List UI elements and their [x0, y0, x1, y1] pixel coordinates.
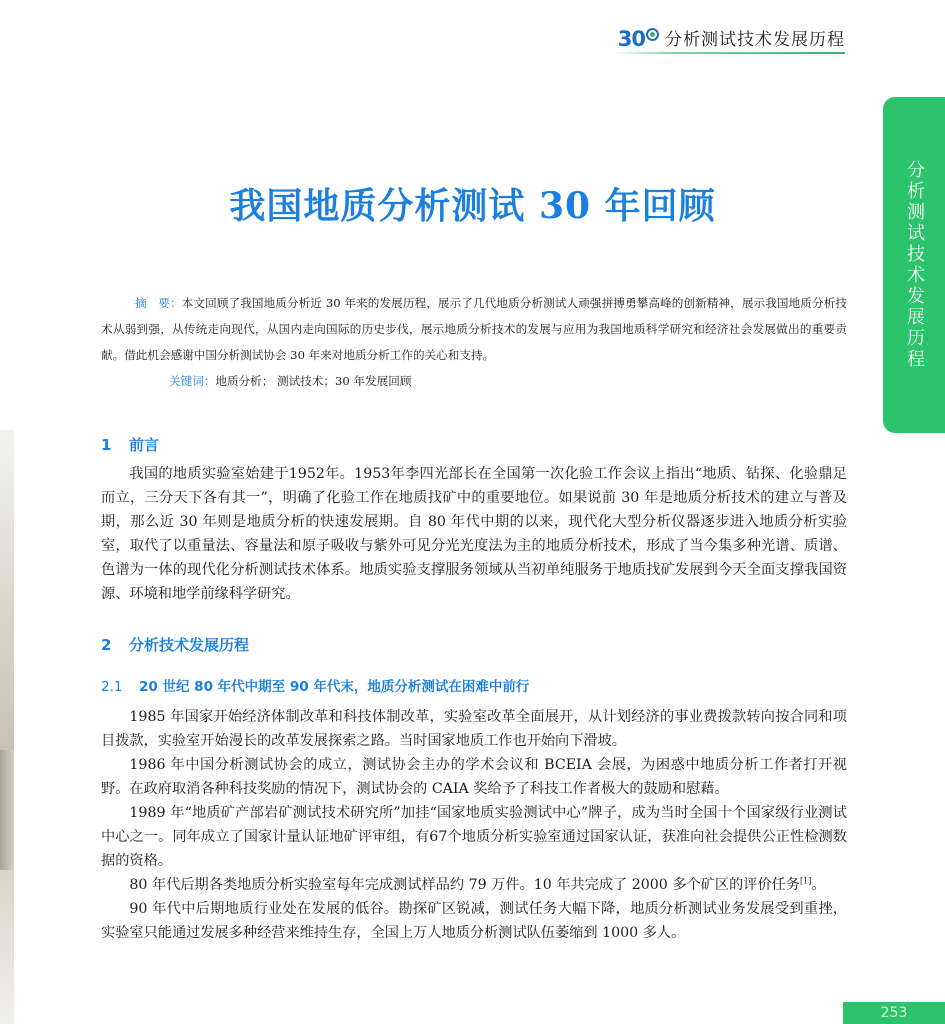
section-1-body	[101, 462, 847, 606]
abstract-paragraph	[101, 290, 847, 368]
paragraph-text: 80 年代后期各类地质分析实验室每年完成测试样品约 79 万件。10 年共完成了 2000 多个矿区的评价任务	[129, 877, 801, 893]
anniversary-logo	[618, 24, 659, 50]
abstract-label: 摘 要：	[135, 296, 182, 310]
page-number: 253	[880, 1005, 908, 1021]
paragraph: 90 年代中后期地质行业处在发展的低谷。勘探矿区锐减，测试任务大幅下降，地质分析测试业务发展受到重挫，实验室只能通过发展多种经营来维持生存，全国上万人地质分析测试队伍萎缩到 1000 多人。	[101, 901, 847, 941]
page-number-box	[843, 1002, 945, 1024]
decorative-photo-strip	[0, 430, 14, 1024]
keywords-line	[101, 368, 847, 394]
keywords-text: 地质分析； 测试技术；30 年发展回顾	[215, 374, 412, 388]
citation-ref: [1]	[800, 876, 812, 886]
running-header	[618, 22, 845, 52]
header-rule	[613, 52, 845, 54]
section-title: 前言	[129, 436, 160, 454]
logo-ring-icon	[646, 28, 659, 41]
abstract-block	[101, 290, 847, 394]
paragraph-with-citation	[101, 873, 847, 897]
section-1-heading	[101, 434, 159, 455]
paragraph: 1985 年国家开始经济体制改革和科技体制改革，实验室改革全面展开，从计划经济的事业费拨款转向按合同和项目拨款，实验室开始漫长的改革发展探索之路。当时国家地质工作也开始向下滑坡。	[101, 709, 847, 749]
subsection-title: 20 世纪 80 年代中期至 90 年代末，地质分析测试在困难中前行	[139, 679, 530, 695]
logo-number: 30	[617, 27, 645, 51]
subsection-2-1-body	[101, 705, 847, 945]
paragraph: 我国的地质实验室始建于1952年。1953年李四光部长在全国第一次化验工作会议上指出“地质、钻探、化验鼎足而立，三分天下各有其一”，明确了化验工作在地质找矿中的重要地位。如果说前 30 年是地质分析技术的建立与普及期，那么近 30 年则是地质分析的快速发展期。自 80 年代中期的以来，现代化大型分析仪器逐步进入地质分析实验室，取代了以重量法、容量法和原子吸收与紫外可见分光光度法为主的地质分析技术，形成了当今集多种光谱、质谱、色谱为一体的现代化分析测试技术体系。地质实验支撑服务领域从当初单纯服务于地质找矿发展到今天全面支撑我国资源、环境和地学前缘科学研究。	[101, 466, 847, 602]
section-title: 分析技术发展历程	[129, 636, 250, 654]
chapter-side-tab	[883, 97, 945, 433]
header-title: 分析测试技术发展历程	[665, 29, 845, 50]
subsection-number: 2.1	[101, 679, 123, 695]
keywords-label: 关键词：	[169, 374, 216, 388]
section-2-heading	[101, 634, 249, 655]
paragraph: 1989 年“地质矿产部岩矿测试技术研究所”加挂“国家地质实验测试中心”牌子，成为当时全国十个国家级行业测试中心之一。同年成立了国家计量认证地矿评审组，有67个地质分析实验室通过国家认证，获准向社会提供公正性检测数据的资格。	[101, 805, 847, 869]
paragraph-tail: 。	[811, 877, 826, 893]
paragraph: 1986 年中国分析测试协会的成立，测试协会主办的学术会议和 BCEIA 会展，为困惑中地质分析工作者打开视野。在政府取消各种科技奖励的情况下，测试协会的 CAIA 奖给予了科技工作者极大的鼓励和慰藉。	[101, 757, 847, 797]
section-number: 2	[101, 636, 112, 654]
article-title: 我国地质分析测试 30 年回顾	[229, 185, 716, 227]
subsection-2-1-heading	[101, 675, 529, 695]
abstract-text: 本文回顾了我国地质分析近 30 年来的发展历程，展示了几代地质分析测试人顽强拼搏勇攀高峰的创新精神，展示我国地质分析技术从弱到强，从传统走向现代，从国内走向国际的历史步伐，展示地质分析技术的发展与应用为我国地质科学研究和经济社会发展做出的重要贡献。借此机会感谢中国分析测试协会 30 年来对地质分析工作的关心和支持。	[101, 296, 847, 362]
side-tab-label: 分析测试技术发展历程	[904, 160, 925, 370]
section-number: 1	[101, 436, 112, 454]
